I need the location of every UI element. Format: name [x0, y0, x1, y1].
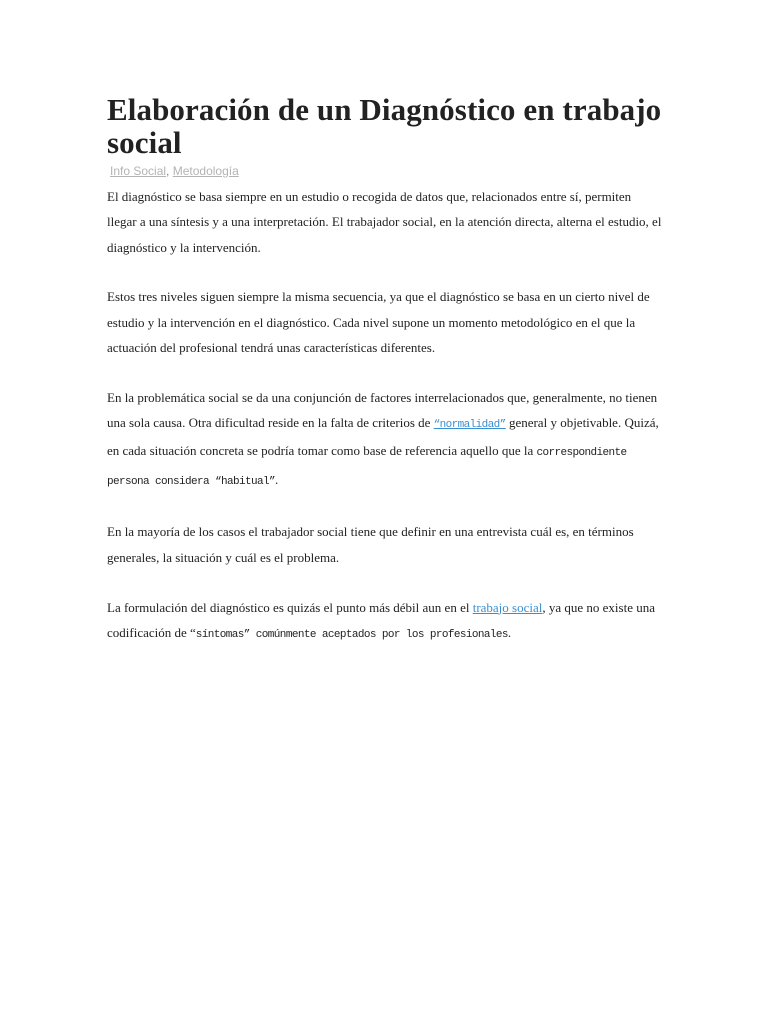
trabajo-social-link[interactable]: trabajo social: [472, 599, 543, 615]
paragraph-5-end: .: [507, 624, 512, 640]
normalidad-link[interactable]: “normalidad”: [433, 419, 506, 432]
article: [107, 93, 663, 648]
paragraph-5: [107, 595, 663, 649]
paragraph-4: En la mayoría de los casos el trabajador social tiene que definir en una entrevista cuál es, en términos generales, la situación y cuál es el problema.: [107, 524, 634, 565]
category-separator: ,: [166, 164, 170, 178]
paragraph-3-text-a: En la problemática social se da una conjunción de factores interrelacionados que, generalmente, no tienen una sola causa. Otra dificultad reside en la falta de criterios de: [107, 389, 658, 431]
paragraph-3-text-b: general y objetivable. Quizá, en cada situación concreta se podría tomar como base de referencia aquello que la: [107, 415, 659, 459]
paragraph-5-text-b: , ya que no existe una codificación de “: [107, 599, 656, 640]
article-categories: [110, 164, 663, 178]
paragraph-3: [107, 385, 663, 495]
paragraph-3-end: .: [275, 471, 279, 487]
paragraph-5-text-a: La formulación del diagnóstico es quizás el punto más débil aun en el: [107, 599, 473, 615]
paragraph-3-text-c: correspondiente persona considera “habitual”: [107, 447, 627, 488]
article-body: [107, 184, 663, 648]
category-link-metodologia[interactable]: Metodología: [172, 164, 239, 178]
paragraph-5-text-c: síntomas” comúnmente aceptados por los profesionales: [195, 628, 508, 641]
paragraph-2: Estos tres niveles siguen siempre la misma secuencia, ya que el diagnóstico se basa en un cierto nivel de estudio y la intervención en el diagnóstico. Cada nivel supone un momento metodológico en el que la actuación del profesional tendrá unas características diferentes.: [107, 289, 650, 355]
article-title: Elaboración de un Diagnóstico en trabajo social: [107, 92, 662, 160]
paragraph-1: El diagnóstico se basa siempre en un estudio o recogida de datos que, relacionados entre sí, permiten llegar a una síntesis y a una interpretación. El trabajador social, en la atención directa, alterna el estudio, el diagnóstico y la intervención.: [107, 189, 662, 255]
category-link-info-social[interactable]: Info Social: [110, 164, 167, 178]
